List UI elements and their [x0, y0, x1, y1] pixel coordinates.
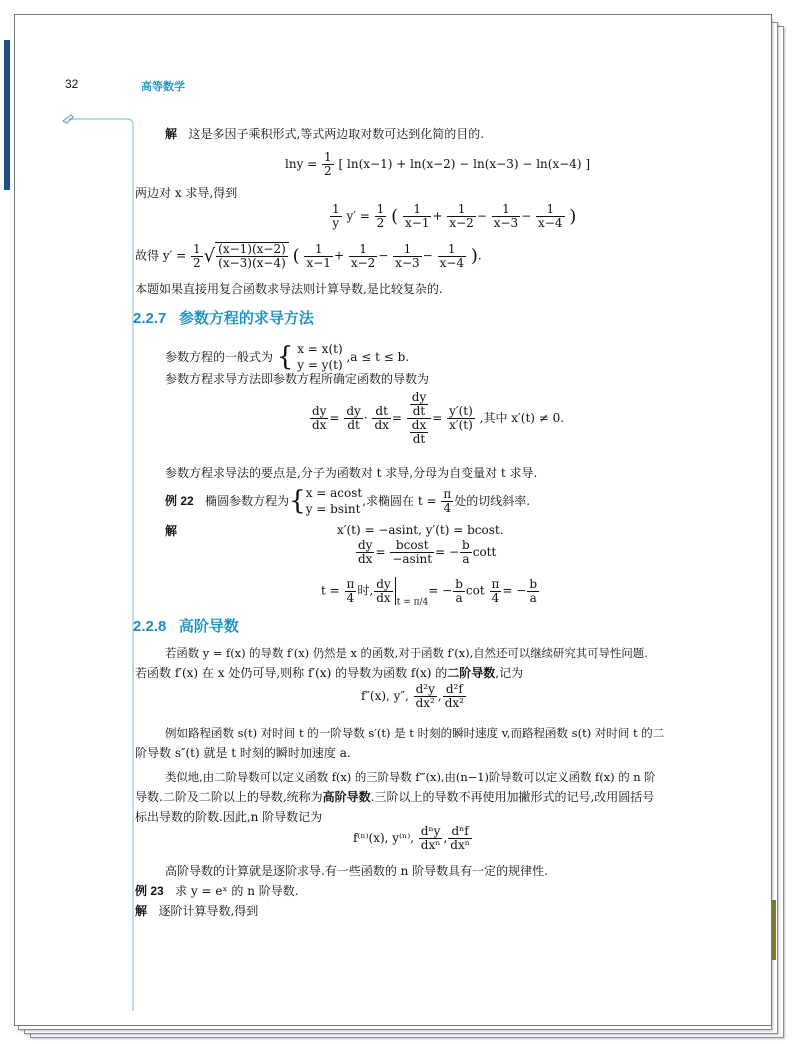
n: dⁿf	[448, 825, 472, 839]
n: dt	[372, 405, 390, 419]
frac-dydt	[344, 405, 362, 432]
para2-line1: 例如路程函数 s(t) 对时间 t 的一阶导数 s′(t) 是 t 时刻的瞬时速度 v,而路程函数 s(t) 对时间 t 的二	[165, 726, 665, 740]
para1-line2	[135, 667, 523, 679]
sol22-label: 解	[165, 524, 178, 538]
param-line2: y = y(t)	[297, 358, 343, 372]
d: x−4	[538, 216, 563, 230]
param-cond: ,a ≤ t ≤ b.	[346, 350, 410, 364]
equation-second	[361, 683, 467, 710]
n: 1	[393, 243, 421, 257]
frac-b-a	[460, 539, 472, 566]
fn: f⁽ⁿ⁾(x), y⁽ⁿ⁾,	[353, 831, 414, 845]
solution-label: 解	[135, 904, 148, 918]
n: b	[462, 538, 470, 552]
frac-compound	[407, 391, 431, 446]
d: dxⁿ	[420, 838, 441, 852]
sep: ,	[437, 689, 442, 703]
d: a	[529, 590, 537, 605]
f2: f″(x), y″,	[361, 689, 409, 703]
term-second-derivative: 二阶导数	[447, 666, 496, 680]
remark: 本题如果直接用复合函数求导法则计算导数,是比较复杂的.	[135, 282, 443, 296]
param-general: 参数方程的一般式为 { x = x(t) y = y(t) ,a ≤ t ≤ b.	[165, 342, 410, 372]
n: π	[443, 486, 452, 501]
d: a	[462, 552, 470, 566]
param-method: 参数方程求导方法即参数方程所确定函数的导数为	[165, 372, 430, 386]
sol22-mid: = −	[435, 545, 460, 559]
result-prefix: 故得 y′ =	[135, 248, 187, 263]
ex23-text: 求 y = eˣ 的 n 阶导数.	[175, 884, 299, 898]
n: 1	[332, 202, 340, 216]
n: 1	[438, 243, 466, 257]
n: dy	[376, 576, 391, 591]
para3-line3: 标出导数的阶数.因此,n 阶导数记为	[135, 810, 323, 824]
d: 2	[193, 255, 201, 270]
eval-bar	[395, 577, 396, 605]
n: y′(t)	[449, 404, 473, 418]
example-22: 例 22 椭圆参数方程为{ x = acost y = bsint ,求椭圆在 t = $\frac{\pi}{4}$ 处的切线斜率.	[165, 486, 531, 516]
frac-dny	[419, 825, 443, 852]
left-blue-edge	[4, 40, 10, 190]
p3-2c: .三阶以上的导数不再使用加撇形式的记号,改用圆括号	[370, 790, 655, 804]
res-term-4	[438, 243, 466, 270]
frac-half-2	[375, 203, 387, 230]
p3-2a: 导数.二阶及二阶以上的导数,统称为	[135, 790, 323, 804]
solution-label: 解	[165, 127, 178, 141]
param-key: 参数方程求导法的要点是,分子为函数对 t 求导,分母为自变量对 t 求导.	[165, 466, 538, 480]
n: d²y	[415, 682, 435, 696]
frac-pi-4b	[345, 578, 357, 605]
frac-d2y	[414, 683, 437, 710]
d: 4	[491, 590, 500, 605]
n: bcost	[390, 539, 434, 553]
section-title: 参数方程的求导方法	[178, 310, 314, 327]
derive-line: 两边对 x 求导,得到	[135, 186, 238, 200]
d: (x−3)(x−4)	[218, 256, 286, 270]
frac-prime	[447, 405, 475, 432]
frac-num: 1	[324, 150, 332, 164]
res-term-2	[349, 243, 377, 270]
equation-nth	[353, 825, 473, 852]
term-3	[492, 203, 520, 230]
result-end: .	[477, 248, 482, 263]
frac-dydx	[310, 405, 328, 432]
n: 1	[349, 243, 377, 257]
section-number: 2.2.7	[133, 310, 167, 327]
eq-ln-lhs: lny =	[285, 157, 318, 171]
param-system	[297, 341, 342, 373]
section-2-2-8	[133, 615, 239, 636]
d: dx²	[415, 696, 435, 710]
frac-pi-4	[441, 488, 453, 515]
d: 2	[376, 216, 385, 230]
d: x−1	[405, 216, 430, 230]
ex22-text3: 处的切线斜率.	[454, 494, 531, 508]
sol23-text: 逐阶计算导数,得到	[158, 904, 259, 918]
d: dt	[347, 418, 360, 432]
ex22-text1: 椭圆参数方程为	[205, 494, 290, 508]
n: 1	[536, 203, 564, 217]
n: b	[529, 576, 538, 591]
n: dy	[312, 404, 327, 418]
section-number: 2.2.8	[133, 618, 167, 635]
frac-half	[322, 151, 334, 178]
n: b	[455, 576, 463, 591]
frac-dtdx	[372, 405, 390, 432]
compound-num	[407, 391, 431, 419]
frac-bcost	[390, 539, 434, 566]
equation-ln	[285, 151, 590, 178]
book-title: 高等数学	[141, 81, 185, 93]
d: dx	[312, 418, 327, 432]
para3-line2	[135, 791, 654, 803]
d: x′(t)	[449, 418, 473, 432]
sol22-line3	[321, 577, 540, 608]
term-4	[536, 203, 564, 230]
d: x−2	[449, 216, 474, 230]
d: dx	[376, 590, 391, 605]
inner-dx-dt	[410, 419, 428, 446]
frac-b-a2	[453, 578, 465, 605]
shi: 时,	[357, 583, 374, 598]
p1-2a: 若函数 f′(x) 在 x 处仍可导,则称 f′(x) 的导数为函数 f(x) 的	[135, 666, 448, 680]
sol22-line1: x′(t) = −asint, y′(t) = bcost.	[337, 523, 504, 537]
frac-pi-4c	[490, 578, 502, 605]
d: x−1	[306, 255, 331, 270]
para3-line1: 类似地,由二阶导数可以定义函数 f(x) 的三阶导数 f‴(x),由(n−1)阶导数可以定义函数 f(x) 的 n 阶	[165, 770, 656, 784]
n: dy	[358, 538, 373, 552]
frac-dydx-eval	[374, 578, 392, 605]
eq-deriv-after: y′ =	[346, 209, 370, 223]
n: dy	[411, 390, 427, 404]
eval-sub: t = π/4	[396, 597, 429, 608]
param-eq-cond: ,其中 x′(t) ≠ 0.	[479, 411, 565, 425]
d: x−3	[395, 255, 420, 270]
sol22-end: = −	[502, 583, 527, 598]
para2-line2: 阶导数 s″(t) 就是 t 时刻的瞬时加速度 a.	[135, 746, 351, 760]
solution-intro	[165, 128, 484, 140]
frac-den: 2	[324, 164, 332, 178]
term-1	[403, 203, 431, 230]
frac-1-over-y	[330, 203, 342, 230]
frac-dydx	[356, 539, 374, 566]
n: dy	[346, 404, 361, 418]
d: −asint	[392, 552, 433, 566]
n: 1	[447, 203, 475, 217]
sqrt-frac	[216, 243, 288, 270]
example-label: 例 22	[165, 494, 194, 508]
sol22-tail: cott	[472, 545, 497, 559]
n: (x−1)(x−2)	[218, 242, 286, 256]
n: π	[491, 576, 500, 591]
n: 1	[304, 243, 332, 257]
res-term-3	[393, 243, 421, 270]
d: dt	[412, 404, 426, 418]
compound-den	[407, 419, 431, 446]
n: dⁿy	[420, 824, 441, 838]
cot: cot	[465, 583, 485, 598]
n: dx	[411, 418, 427, 432]
n: d²f	[443, 683, 466, 697]
term-2	[447, 203, 475, 230]
d: a	[455, 590, 463, 605]
p1-2c: ,记为	[495, 666, 524, 680]
d: 4	[443, 500, 452, 515]
d: dx	[358, 552, 373, 566]
example-23	[135, 885, 299, 897]
sqrt-body	[215, 242, 289, 270]
page-number: 32	[65, 77, 79, 91]
para4: 高阶导数的计算就是逐阶求导.有一些函数的 n 阶导数具有一定的规律性.	[165, 864, 548, 878]
n: 1	[376, 202, 385, 216]
res-term-1	[304, 243, 332, 270]
example-label: 例 23	[135, 884, 164, 898]
solution-intro-text: 这是多因子乘积形式,等式两边取对数可达到化简的目的.	[188, 127, 485, 141]
eq-mid: = −	[428, 583, 453, 598]
param-line1: x = x(t)	[297, 342, 343, 356]
ellipse-line2: y = bsint	[305, 502, 361, 516]
d: dx²	[444, 696, 464, 710]
section-title: 高阶导数	[178, 618, 239, 635]
para1-line1: 若函数 y = f(x) 的导数 f′(x) 仍然是 x 的函数,对于函数 f′(x),自然还可以继续研究其可导性问题.	[165, 646, 648, 660]
frac-d2f	[443, 683, 466, 710]
d: y	[332, 216, 340, 230]
ellipse-line1: x = acost	[305, 486, 363, 500]
equation-param: $\frac{dy}{dx}$ = $\frac{dy}{dt}$ · $\frac{dt}{dx}$ = $\frac{\frac{dy}{dt}}{\frac{dx}{dt}}$ = $\frac{y'(t)}{x'(t)}$ ,其中 x′(t) ≠ 0.	[312, 390, 565, 446]
frac-half-3	[191, 243, 203, 270]
frac-dnf	[448, 825, 472, 852]
frac-b-a3	[527, 578, 539, 605]
d: dt	[412, 432, 426, 446]
sep: ,	[443, 831, 448, 845]
sol22-line2: $\frac{dy}{dx}$ = $\frac{bcost}{-asint}$ = − $\frac{b}{a}$ cott	[358, 538, 497, 566]
equation-derivative: $\frac{1}{y}$ y′ = $\frac{1}{2}$ ( $\frac{1}{x-1}$ + $\frac{1}{x-2}$ − $\frac{1}{x-3}$ − $\frac{1}{x-4}$ )	[332, 202, 577, 230]
eq-ln-body: [ ln(x−1) + ln(x−2) − ln(x−3) − ln(x−4) ]	[338, 157, 591, 171]
ellipse-system	[306, 485, 363, 517]
d: dx	[374, 418, 389, 432]
d: dxⁿ	[450, 838, 470, 852]
solution-23	[135, 905, 258, 917]
d: 4	[346, 590, 355, 605]
term-higher-derivative: 高阶导数	[322, 790, 371, 804]
inner-dy-dt	[410, 391, 428, 418]
ex22-text2: ,求椭圆在 t =	[362, 494, 437, 508]
section-2-2-7	[133, 307, 314, 328]
n: 1	[403, 203, 431, 217]
d: x−3	[493, 216, 519, 230]
param-general-text: 参数方程的一般式为	[165, 350, 274, 364]
n: π	[346, 576, 355, 591]
book-page	[14, 14, 772, 1026]
n: 1	[193, 241, 201, 256]
equation-result: 故得 y′ = $\frac{1}{2}$ √ $\frac{(x-1)(x-2)}{(x-3)(x-4)}$ ( $\frac{1}{x-1}$ + $\frac{1}{x-2}$ − $\frac{1}{x-3}$ − $\frac{1}{x-4}$ ).	[135, 241, 482, 270]
t-eq: t =	[321, 583, 340, 598]
n: 1	[492, 203, 520, 217]
d: x−4	[439, 255, 464, 270]
d: x−2	[350, 255, 376, 270]
